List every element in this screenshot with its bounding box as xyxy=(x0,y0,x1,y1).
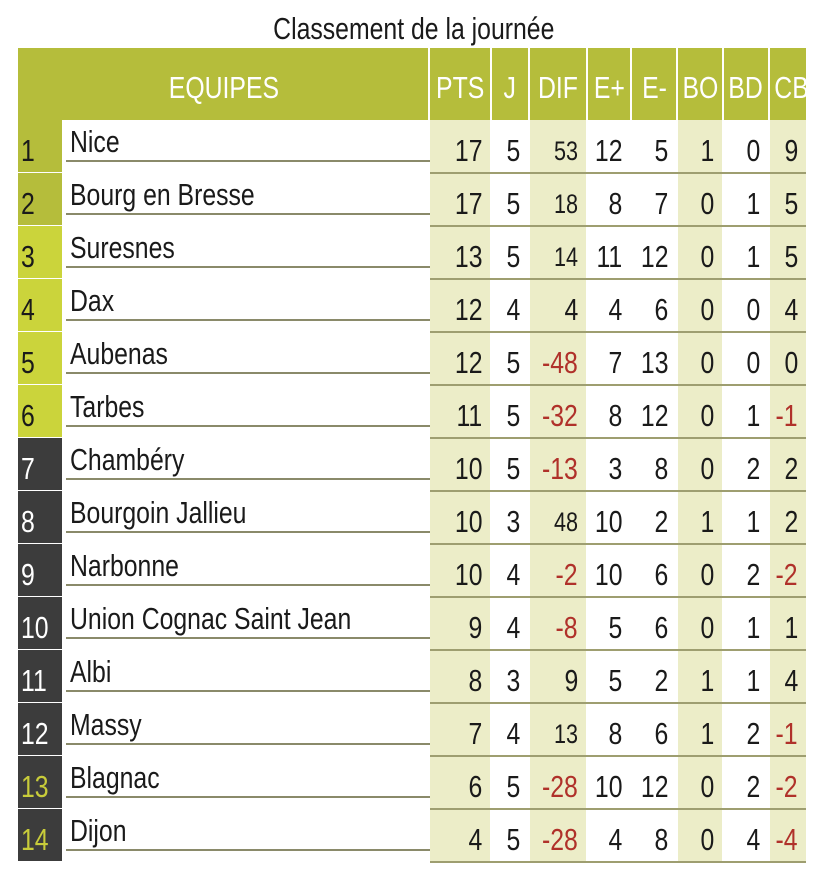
rank-badge: 13 xyxy=(18,756,62,808)
cell-cb: 5 xyxy=(784,239,798,274)
team-name: Nice xyxy=(70,124,120,159)
cell-pts: 12 xyxy=(454,345,482,380)
cell-bo: 0 xyxy=(700,292,714,327)
team-underline xyxy=(66,425,430,427)
rank-badge: 2 xyxy=(18,173,62,225)
cell-bd: 1 xyxy=(746,610,760,645)
team-underline xyxy=(66,743,430,745)
cell-dif: 48 xyxy=(553,507,578,537)
cell-bd: 1 xyxy=(746,398,760,433)
team-underline xyxy=(66,478,430,480)
table-row xyxy=(0,120,828,173)
team-underline xyxy=(66,637,430,639)
cell-j: 5 xyxy=(506,398,520,433)
cell-cb: 2 xyxy=(784,504,798,539)
team-underline xyxy=(66,160,430,162)
cell-j: 5 xyxy=(506,133,520,168)
cell-dif: -28 xyxy=(542,769,578,804)
team-underline xyxy=(66,849,430,851)
cell-cb: -2 xyxy=(775,557,798,592)
cell-bd: 2 xyxy=(746,451,760,486)
rank-badge: 9 xyxy=(18,544,62,596)
cell-j: 4 xyxy=(506,557,520,592)
team-underline xyxy=(66,213,430,215)
team-name: Blagnac xyxy=(70,760,160,795)
team-name: Aubenas xyxy=(70,336,168,371)
cell-bo: 0 xyxy=(700,557,714,592)
cell-bd: 2 xyxy=(746,557,760,592)
cell-j: 5 xyxy=(506,345,520,380)
team-underline xyxy=(66,266,430,268)
cell-ep: 3 xyxy=(608,451,622,486)
rank-badge: 14 xyxy=(18,809,62,861)
cell-dif: -13 xyxy=(542,451,578,486)
cell-pts: 10 xyxy=(454,557,482,592)
header-ep: E+ xyxy=(593,70,625,105)
table-row xyxy=(0,332,828,385)
header-em: E- xyxy=(641,70,667,105)
cell-cb: 4 xyxy=(784,663,798,698)
cell-j: 4 xyxy=(506,716,520,751)
rank-badge: 1 xyxy=(18,120,62,172)
team-name: Bourgoin Jallieu xyxy=(70,495,247,530)
team-underline xyxy=(66,690,430,692)
team-name: Albi xyxy=(70,654,112,689)
cell-ep: 8 xyxy=(608,186,622,221)
cell-bd: 0 xyxy=(746,345,760,380)
rank-badge: 6 xyxy=(18,385,62,437)
cell-em: 8 xyxy=(654,451,668,486)
cell-em: 2 xyxy=(654,663,668,698)
cell-pts: 13 xyxy=(454,239,482,274)
team-name: Narbonne xyxy=(70,548,179,583)
cell-bo: 0 xyxy=(700,451,714,486)
cell-em: 12 xyxy=(640,239,668,274)
cell-dif: -8 xyxy=(555,610,578,645)
cell-dif: 9 xyxy=(564,663,578,698)
cell-ep: 10 xyxy=(594,769,623,804)
cell-em: 12 xyxy=(640,769,668,804)
cell-cb: -1 xyxy=(775,716,798,751)
cell-ep: 5 xyxy=(608,610,622,645)
cell-cb: 5 xyxy=(784,186,798,221)
cell-pts: 12 xyxy=(454,292,482,327)
cell-bo: 1 xyxy=(700,133,714,168)
table-row xyxy=(0,756,828,809)
cell-cb: 1 xyxy=(784,610,798,645)
cell-cb: 9 xyxy=(784,133,798,168)
table-row xyxy=(0,491,828,544)
cell-em: 6 xyxy=(654,716,668,751)
cell-bd: 2 xyxy=(746,716,760,751)
rank-badge: 5 xyxy=(18,332,62,384)
rank-badge: 11 xyxy=(18,650,62,702)
cell-cb: -4 xyxy=(775,822,798,857)
cell-dif: -48 xyxy=(542,345,578,380)
table-row xyxy=(0,173,828,226)
team-underline xyxy=(66,531,430,533)
cell-dif: -32 xyxy=(542,398,578,433)
cell-ep: 5 xyxy=(608,663,622,698)
cell-em: 13 xyxy=(640,345,668,380)
team-name: Bourg en Bresse xyxy=(70,177,255,212)
header-team: EQUIPES xyxy=(168,70,280,105)
table-row xyxy=(0,279,828,332)
table-row xyxy=(0,809,828,862)
cell-em: 12 xyxy=(640,398,668,433)
cell-ep: 12 xyxy=(594,133,623,168)
cell-em: 7 xyxy=(654,186,668,221)
cell-ep: 8 xyxy=(608,398,622,433)
cell-ep: 7 xyxy=(608,345,622,380)
table-row xyxy=(0,385,828,438)
team-name: Chambéry xyxy=(70,442,185,477)
row-divider xyxy=(430,861,806,863)
cell-pts: 6 xyxy=(468,769,482,804)
cell-j: 5 xyxy=(506,769,520,804)
cell-cb: -1 xyxy=(775,398,798,433)
table-row xyxy=(0,650,828,703)
cell-bd: 1 xyxy=(746,663,760,698)
cell-dif: 14 xyxy=(553,242,578,272)
cell-cb: 2 xyxy=(784,451,798,486)
cell-em: 6 xyxy=(654,610,668,645)
cell-em: 6 xyxy=(654,292,668,327)
rank-badge: 7 xyxy=(18,438,62,490)
header-j: J xyxy=(503,70,517,105)
page-title: Classement de la journée xyxy=(273,11,555,46)
cell-bd: 1 xyxy=(746,504,760,539)
cell-ep: 11 xyxy=(596,239,622,274)
rank-badge: 12 xyxy=(18,703,62,755)
cell-ep: 10 xyxy=(594,557,623,592)
cell-bd: 1 xyxy=(746,186,760,221)
cell-cb: 4 xyxy=(784,292,798,327)
cell-ep: 10 xyxy=(594,504,623,539)
cell-j: 3 xyxy=(506,663,520,698)
cell-dif: 18 xyxy=(553,189,578,219)
cell-bo: 0 xyxy=(700,345,714,380)
cell-bd: 2 xyxy=(746,769,760,804)
cell-bo: 0 xyxy=(700,769,714,804)
cell-em: 2 xyxy=(654,504,668,539)
cell-dif: 13 xyxy=(553,719,578,749)
team-name: Dijon xyxy=(70,813,127,848)
cell-dif: -2 xyxy=(555,557,578,592)
cell-bo: 1 xyxy=(700,504,714,539)
cell-j: 5 xyxy=(506,822,520,857)
cell-pts: 4 xyxy=(468,822,482,857)
team-name: Tarbes xyxy=(70,389,145,424)
cell-bo: 0 xyxy=(700,822,714,857)
cell-bd: 0 xyxy=(746,133,760,168)
cell-pts: 9 xyxy=(468,610,482,645)
cell-ep: 8 xyxy=(608,716,622,751)
table-row xyxy=(0,226,828,279)
cell-em: 6 xyxy=(654,557,668,592)
cell-bo: 1 xyxy=(700,663,714,698)
cell-j: 5 xyxy=(506,186,520,221)
cell-dif: 4 xyxy=(564,292,578,327)
table-row xyxy=(0,544,828,597)
header-cb: CB xyxy=(774,70,809,105)
cell-bd: 4 xyxy=(746,822,760,857)
team-name: Suresnes xyxy=(70,230,175,265)
cell-pts: 10 xyxy=(454,504,482,539)
cell-cb: 0 xyxy=(784,345,798,380)
table-row xyxy=(0,438,828,491)
cell-pts: 11 xyxy=(456,398,482,433)
cell-bo: 0 xyxy=(700,610,714,645)
cell-pts: 8 xyxy=(468,663,482,698)
rank-badge: 10 xyxy=(18,597,62,649)
rank-badge: 4 xyxy=(18,279,62,331)
cell-pts: 17 xyxy=(454,186,482,221)
rank-badge: 3 xyxy=(18,226,62,278)
header-dif: DIF xyxy=(538,70,578,105)
cell-bd: 1 xyxy=(746,239,760,274)
cell-pts: 7 xyxy=(468,716,482,751)
team-name: Massy xyxy=(70,707,142,742)
cell-ep: 4 xyxy=(608,822,622,857)
team-underline xyxy=(66,319,430,321)
header-pts: PTS xyxy=(436,70,485,105)
team-underline xyxy=(66,584,430,586)
cell-pts: 10 xyxy=(454,451,482,486)
header-bd: BD xyxy=(728,70,764,105)
table-header xyxy=(18,48,809,120)
cell-bo: 0 xyxy=(700,186,714,221)
cell-j: 3 xyxy=(506,504,520,539)
cell-ep: 4 xyxy=(608,292,622,327)
header-bo: BO xyxy=(682,70,719,105)
cell-pts: 17 xyxy=(454,133,482,168)
cell-j: 5 xyxy=(506,451,520,486)
cell-bo: 1 xyxy=(700,716,714,751)
cell-j: 4 xyxy=(506,292,520,327)
team-underline xyxy=(66,796,430,798)
cell-j: 5 xyxy=(506,239,520,274)
team-name: Union Cognac Saint Jean xyxy=(70,601,352,636)
cell-bo: 0 xyxy=(700,398,714,433)
cell-bo: 0 xyxy=(700,239,714,274)
cell-em: 5 xyxy=(654,133,668,168)
cell-cb: -2 xyxy=(775,769,798,804)
cell-bd: 0 xyxy=(746,292,760,327)
table-row xyxy=(0,703,828,756)
cell-em: 8 xyxy=(654,822,668,857)
cell-j: 4 xyxy=(506,610,520,645)
cell-dif: -28 xyxy=(542,822,578,857)
team-underline xyxy=(66,372,430,374)
team-name: Dax xyxy=(70,283,115,318)
table-row xyxy=(0,597,828,650)
rank-badge: 8 xyxy=(18,491,62,543)
cell-dif: 53 xyxy=(553,136,578,166)
